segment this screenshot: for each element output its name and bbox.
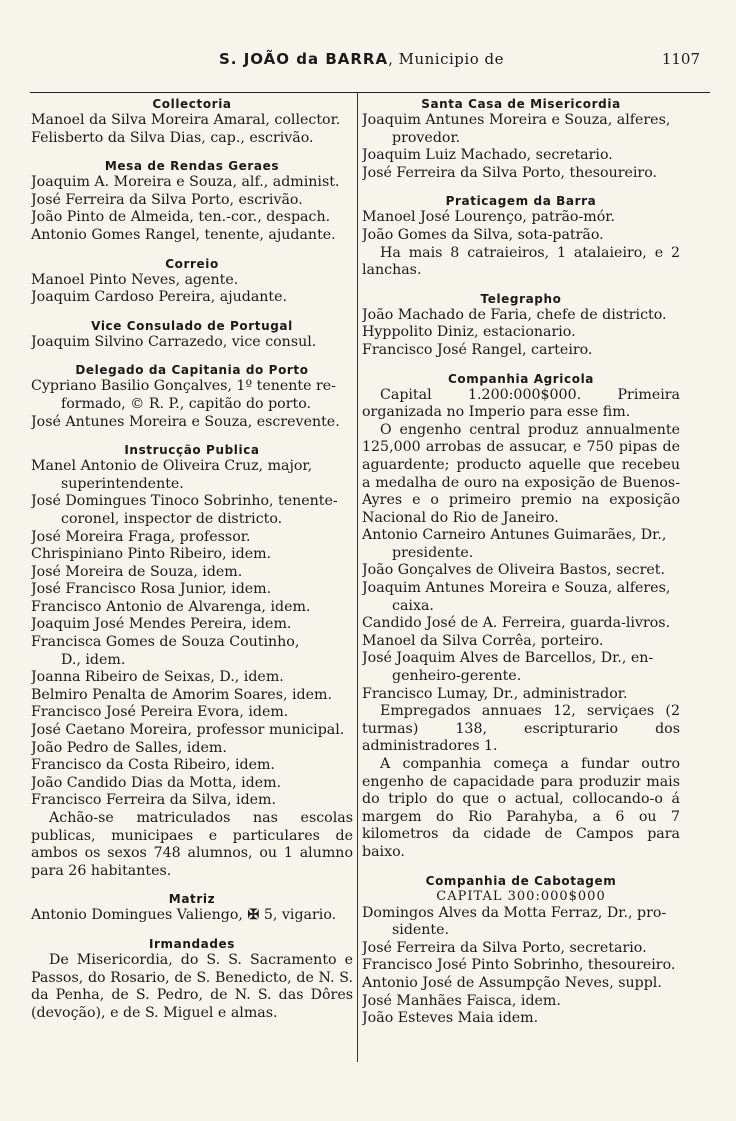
section-title-praticagem: Praticagem da Barra [445,194,597,209]
entry-line: Cypriano Basilio Gonçalves, 1º tenente re- [31,378,336,395]
entry-line-continued: superintendente. [61,475,184,492]
entry-line: José Antunes Moreira e Souza, escrevente. [31,413,340,430]
right-column [362,96,680,1028]
agricola-staff-paragraph: Empregados annuaes 12, serviçaes (2 turmas) 138, escripturario dos administradores 1. [362,703,680,755]
running-title-rest: , Municipio de [388,50,504,68]
entry-line: Joaquim Silvino Carrazedo, vice consul. [31,333,317,350]
running-title [219,50,504,68]
entry-line: João Pedro de Salles, idem. [31,739,227,756]
vigario-name: Antonio Domingues Valiengo, [31,907,243,924]
entry-line: Felisberto da Silva Dias, cap., escrivão. [31,129,314,146]
entry-line: Francisco da Costa Ribeiro, idem. [31,757,275,774]
entry-line: Francisco Ferreira da Silva, idem. [31,792,277,809]
section-title-santa-casa: Santa Casa de Misericordia [421,97,621,111]
entry-line: José Domingues Tinoco Sobrinho, tenente- [31,493,338,510]
left-column [31,96,353,1022]
entry-line: Manoel Pinto Neves, agente. [31,271,239,288]
entry-line: João Gonçalves de Oliveira Bastos, secret. [362,562,666,579]
entry-line: Candido José de A. Ferreira, guarda-livros. [362,615,671,632]
entry-line: Manoel da Silva Moreira Amaral, collector. [31,112,341,128]
section-title-delegado: Delegado da Capitania do Porto [75,363,309,378]
section-title-irmandades: Irmandades [148,936,236,951]
entry-line: João Candido Dias da Motta, idem. [31,774,282,791]
entry-line: Joaquim José Mendes Pereira, idem. [31,616,292,633]
entry-line: Joaquim A. Moreira e Souza, alf., administ. [31,174,340,191]
entry-line: Joaquim Antunes Moreira e Souza, alferes, [362,112,671,128]
entry-line: Antonio Carneiro Antunes Guimarães, Dr., [362,527,667,544]
entry-line-continued: caixa. [392,597,434,614]
entry-line [31,907,353,925]
entry-line: Francisco Antonio de Alvarenga, idem. [31,598,311,615]
entry-line: José Moreira de Souza, idem. [31,563,243,580]
entry-line: Antonio Gomes Rangel, tenente, ajudante. [31,226,336,243]
vigario-role: 5, vigario. [263,907,337,924]
entry-line: José Ferreira da Silva Porto, thesoureiro. [362,164,658,181]
praticagem-paragraph: Ha mais 8 catraieiros, 1 atalaieiro, e 2 lanchas. [362,244,680,279]
entry-line: Chrispiniano Pinto Ribeiro, idem. [31,546,272,563]
entry-line: Francisco José Pereira Evora, idem. [31,704,289,721]
entry-line: José Ferreira da Silva Porto, escrivão. [31,191,303,208]
section-title-correio: Correio [165,256,219,271]
entry-line: Francisco Lumay, Dr., administrador. [362,685,628,702]
entry-line: Francisco José Rangel, carteiro. [362,341,593,358]
entry-line: Francisca Gomes de Souza Coutinho, [31,634,300,651]
entry-line-continued: provedor. [392,129,461,146]
entry-line: Belmiro Penalta de Amorim Soares, idem. [31,686,332,703]
entry-line: João Pinto de Almeida, ten.-cor., despach. [31,209,331,226]
entry-line: José Joaquim Alves de Barcellos, Dr., en- [362,650,654,667]
entry-line: Manoel José Lourenço, patrão-mór. [362,209,615,226]
entry-line-continued: formado, © R. P., capitão do porto. [61,395,312,412]
entry-line-continued: presidente. [392,544,474,561]
entry-line-continued: coronel, inspector de districto. [61,510,283,527]
agricola-production-paragraph: O engenho central produz annualmente 125,000 arrobas de assucar, e 750 pipas de aguardente; producto aquelle que recebeu a medalha de ouro na exposição de Buenos-Ayres e o primeiro premio na exposição Nacional do Rio de Janeiro. [362,421,680,526]
section-title-cabotagem: Companhia de Cabotagem [425,873,617,888]
entry-line: Manel Antonio de Oliveira Cruz, major, [31,458,313,475]
entry-line: José Manhães Faisca, idem. [362,992,561,1009]
section-title-agricola: Companhia Agricola [448,371,594,386]
section-title-mesa-rendas: Mesa de Rendas Geraes [104,159,280,174]
entry-line-continued: D., idem. [61,651,126,668]
entry-line: Joaquim Luiz Machado, secretario. [362,147,613,164]
section-title-vice-consulado: Vice Consulado de Portugal [91,318,293,333]
cabotagem-capital [362,889,680,905]
agricola-expansion-paragraph: A companhia começa a fundar outro engenho de capacidade para produzir mais do triplo do que o actual, collocando-o á margem do Rio Parahyba, a 6 ou 7 kilometros da cidade de Campos para baixo. [362,756,680,860]
entry-line: Antonio José de Assumpção Neves, suppl. [362,974,662,991]
entry-line: Domingos Alves da Motta Ferraz, Dr., pro- [362,904,667,921]
cross-icon: ✠ [247,907,260,924]
capital-label: CAPITAL [436,888,503,904]
entry-line: Joaquim Antunes Moreira e Souza, alferes, [362,580,671,597]
header-rule [30,92,710,93]
entry-line: Hyppolito Diniz, estacionario. [362,324,576,341]
entry-line: Joanna Ribeiro de Seixas, D., idem. [31,669,284,686]
entry-line: Manoel da Silva Corrêa, porteiro. [362,632,604,649]
entry-line: José Caetano Moreira, professor municipal. [31,722,345,739]
capital-value: 300:000$000 [507,888,606,904]
entry-line: João Gomes da Silva, sota-patrão. [362,226,604,243]
agricola-capital-paragraph: Capital 1.200:000$000. Primeira organizada no Imperio para esse fim. [362,386,680,421]
page-number: 1107 [661,50,700,68]
entry-line: João Machado de Faria, chefe de districto. [362,306,667,323]
entry-line: José Ferreira da Silva Porto, secretario. [362,939,647,956]
entry-line: José Moreira Fraga, professor. [31,528,251,545]
section-title-matriz: Matriz [168,892,216,907]
entry-line-continued: genheiro-gerente. [392,668,522,685]
running-title-bold: S. JOÃO da BARRA [219,50,389,68]
entry-line: Joaquim Cardoso Pereira, ajudante. [31,289,288,306]
page-header [34,50,710,76]
entry-line: José Francisco Rosa Junior, idem. [31,581,272,598]
section-title-instrucao: Instrucção Publica [124,443,260,458]
schools-paragraph: Achão-se matriculados nas escolas publicas, municipaes e particulares de ambos os sexos 748 alumnos, ou 1 alumno para 26 habitantes. [31,810,353,879]
entry-line: Francisco José Pinto Sobrinho, thesoureiro. [362,957,676,974]
column-divider [357,92,358,1062]
irmandades-paragraph: De Misericordia, do S. S. Sacramento e Passos, do Rosario, de S. Benedicto, de N. S. da Penha, de S. Pedro, de N. S. das Dôres (devoção), e de S. Miguel e almas. [31,951,353,1021]
section-title-telegrapho: Telegrapho [480,291,562,306]
section-title-collectoria: Collectoria [152,97,232,111]
entry-line: João Esteves Maia idem. [362,1010,539,1027]
entry-line-continued: sidente. [392,922,450,939]
